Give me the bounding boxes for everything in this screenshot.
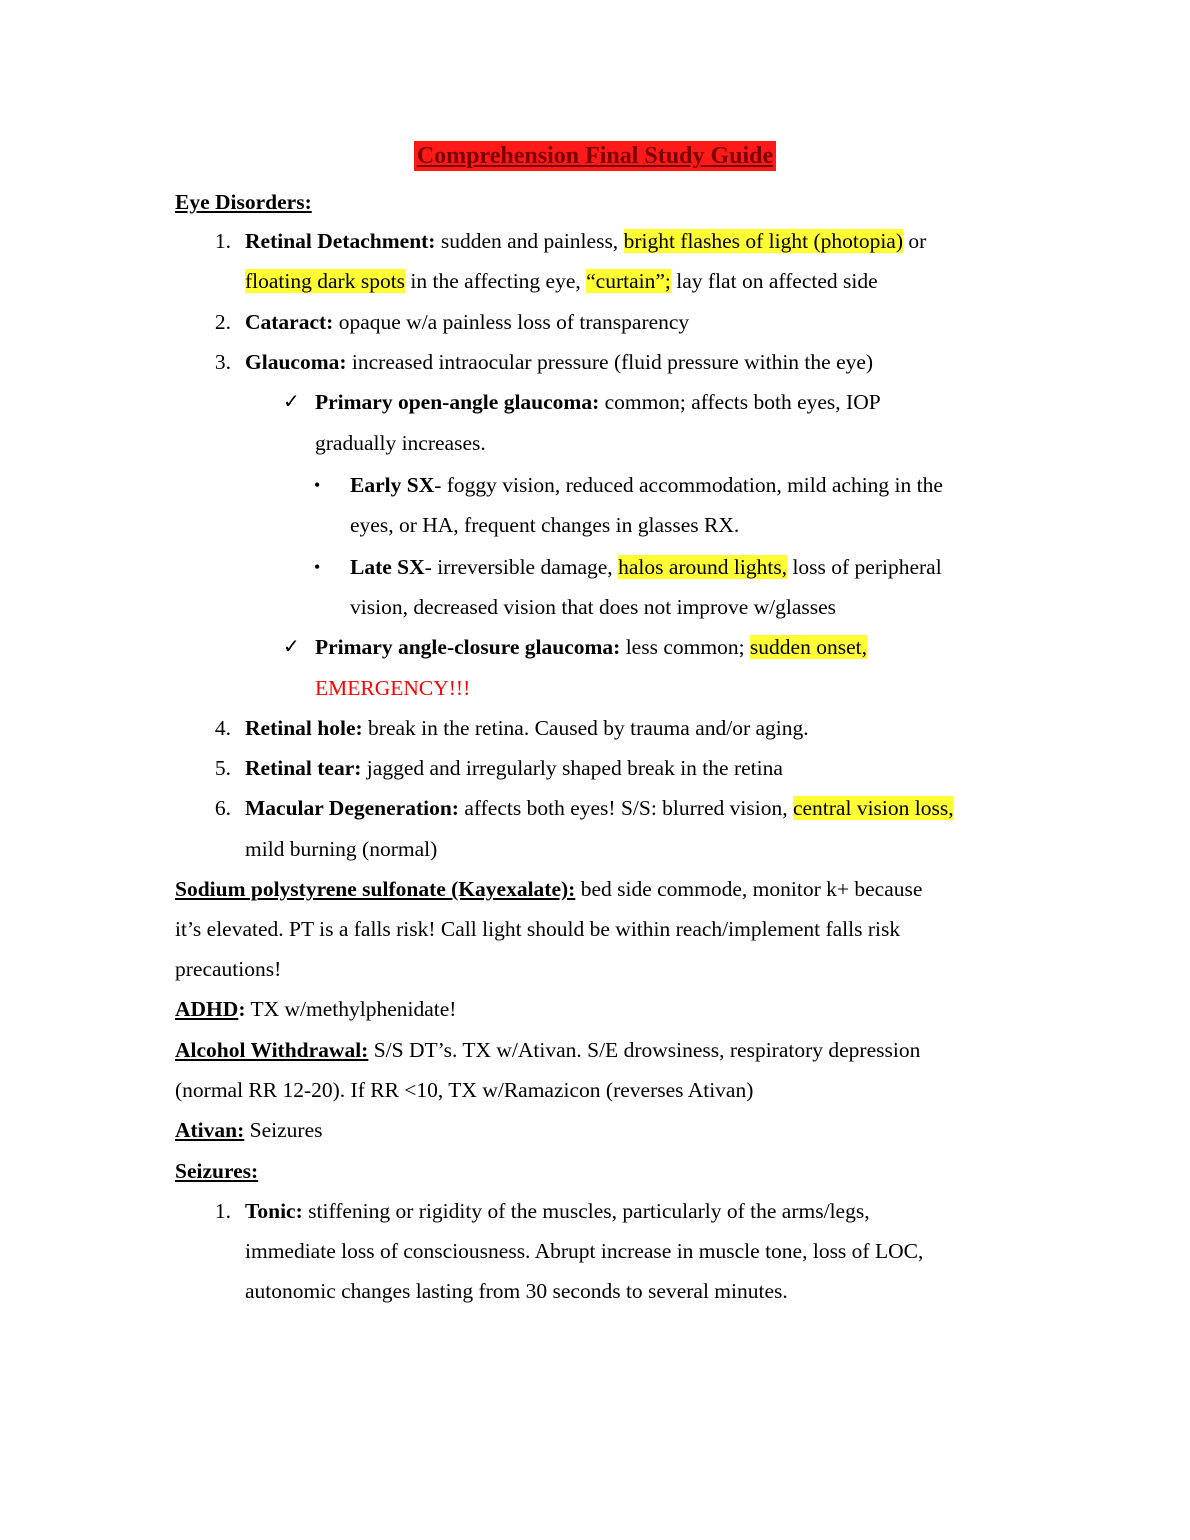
list-number: 1. <box>214 1199 231 1223</box>
highlight-text: bright flashes of light (photopia) <box>623 229 904 253</box>
sub-item-text: common; affects both eyes, IOP <box>599 390 881 414</box>
bullet-icon: • <box>314 475 321 495</box>
highlight-text: central vision loss, <box>792 796 954 820</box>
item-text: lay flat on affected side <box>670 269 878 293</box>
checkmark-icon: ✓ <box>283 391 300 413</box>
item-text: increased intraocular pressure (fluid pressure within the eye) <box>346 350 874 374</box>
section-label: Ativan: <box>175 1118 245 1142</box>
bullet-text: loss of peripheral <box>787 555 942 579</box>
bullet-continuation: vision, decreased vision that does not improve w/glasses <box>350 595 837 619</box>
ativan-paragraph <box>175 1116 323 1144</box>
highlight-text: halos around lights, <box>618 555 788 579</box>
list-item-cataract <box>245 308 689 336</box>
bullet-item-early-sx <box>350 471 943 499</box>
seizures-heading: Seizures: <box>175 1159 259 1183</box>
alcohol-withdrawal-paragraph <box>175 1036 920 1064</box>
bullet-icon: • <box>314 557 321 577</box>
item-text: in the affecting eye, <box>405 269 587 293</box>
highlight-text: “curtain”; <box>586 269 671 293</box>
highlight-text: sudden onset, <box>749 635 867 659</box>
item-text: or <box>903 229 927 253</box>
item-text: affects both eyes! S/S: blurred vision, <box>458 796 793 820</box>
paragraph-text: TX w/methylphenidate! <box>245 997 457 1021</box>
item-label: Tonic: <box>245 1199 303 1223</box>
checkmark-icon: ✓ <box>283 636 300 658</box>
item-label: Cataract: <box>245 310 334 334</box>
list-item-continuation <box>245 267 878 295</box>
list-item-retinal-hole <box>245 714 809 742</box>
item-label: Retinal Detachment: <box>245 229 436 253</box>
list-item-continuation: mild burning (normal) <box>245 837 438 861</box>
bullet-text: - foggy vision, reduced accommodation, mild aching in the <box>434 473 943 497</box>
list-item-continuation: immediate loss of consciousness. Abrupt increase in muscle tone, loss of LOC, <box>245 1239 924 1263</box>
list-number: 1. <box>214 229 231 253</box>
item-text: sudden and painless, <box>435 229 624 253</box>
adhd-paragraph <box>175 995 456 1023</box>
list-item-continuation: autonomic changes lasting from 30 seconds to several minutes. <box>245 1279 788 1303</box>
paragraph-text: bed side commode, monitor k+ because <box>575 877 923 901</box>
sub-item-angle-closure <box>315 633 867 661</box>
item-label: Retinal tear: <box>245 756 362 780</box>
bullet-item-late-sx <box>350 553 942 581</box>
sub-item-label: Primary open-angle glaucoma: <box>315 390 600 414</box>
sub-item-label: Primary angle-closure glaucoma: <box>315 635 621 659</box>
list-item-retinal-tear <box>245 754 783 782</box>
sub-item-open-angle <box>315 388 881 416</box>
paragraph-line: precautions! <box>175 957 282 981</box>
kayexalate-paragraph <box>175 875 922 903</box>
sub-item-continuation: gradually increases. <box>315 431 486 455</box>
bullet-label: Late SX <box>350 555 425 579</box>
item-label: Retinal hole: <box>245 716 363 740</box>
item-text: stiffening or rigidity of the muscles, particularly of the arms/legs, <box>302 1199 870 1223</box>
list-number: 4. <box>214 716 231 740</box>
emergency-text: EMERGENCY!!! <box>315 676 471 700</box>
list-item-macular-degeneration <box>245 794 954 822</box>
label-colon: : <box>238 997 246 1021</box>
item-text: opaque w/a painless loss of transparency <box>333 310 690 334</box>
item-text: break in the retina. Caused by trauma and/or aging. <box>362 716 809 740</box>
paragraph-line: (normal RR 12-20). If RR <10, TX w/Ramazicon (reverses Ativan) <box>175 1078 754 1102</box>
section-label: Sodium polystyrene sulfonate (Kayexalate): <box>175 877 576 901</box>
paragraph-text: Seizures <box>244 1118 323 1142</box>
paragraph-line: it’s elevated. PT is a falls risk! Call light should be within reach/implement falls risk <box>175 917 901 941</box>
bullet-label: Early SX <box>350 473 435 497</box>
bullet-text: - irreversible damage, <box>424 555 619 579</box>
paragraph-text: S/S DT’s. TX w/Ativan. S/E drowsiness, respiratory depression <box>368 1038 921 1062</box>
eye-disorders-heading: Eye Disorders: <box>175 190 312 214</box>
item-label: Glaucoma: <box>245 350 347 374</box>
list-item-tonic <box>245 1197 870 1225</box>
page-title: Comprehension Final Study Guide <box>414 141 776 171</box>
list-number: 5. <box>214 756 231 780</box>
highlight-text: floating dark spots <box>245 269 406 293</box>
list-number: 2. <box>214 310 231 334</box>
list-number: 3. <box>214 350 231 374</box>
section-label: ADHD <box>175 997 239 1021</box>
item-text: jagged and irregularly shaped break in the retina <box>361 756 783 780</box>
section-label: Alcohol Withdrawal: <box>175 1038 369 1062</box>
title-container <box>0 141 1190 171</box>
item-label: Macular Degeneration: <box>245 796 459 820</box>
bullet-continuation: eyes, or HA, frequent changes in glasses RX. <box>350 513 740 537</box>
list-item-retinal-detachment <box>245 227 926 255</box>
list-item-glaucoma <box>245 348 873 376</box>
list-number: 6. <box>214 796 231 820</box>
sub-item-text: less common; <box>620 635 750 659</box>
